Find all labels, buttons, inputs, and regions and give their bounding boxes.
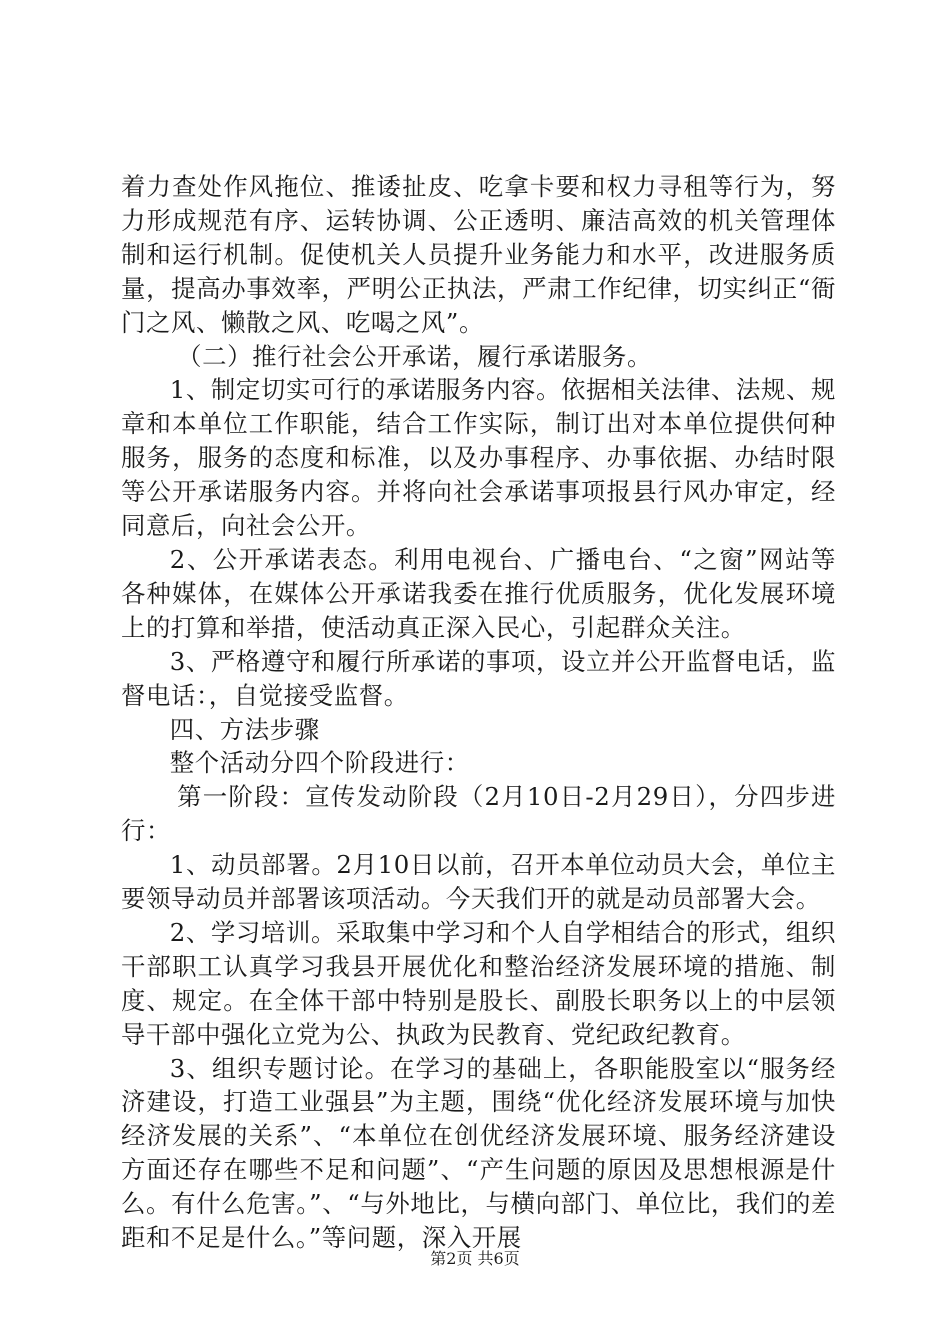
paragraph: 2、公开承诺表态。利用电视台、广播电台、“之窗”网站等各种媒体，在媒体公开承诺我委在推行优质服务，优化发展环境上的打算和举措，使活动真正深入民心，引起群众关注。	[121, 544, 836, 642]
paragraph: 3、严格遵守和履行所承诺的事项，设立并公开监督电话，监督电话：，自觉接受监督。	[121, 646, 836, 710]
paragraph: 2、学习培训。采取集中学习和个人自学相结合的形式，组织干部职工认真学习我县开展优化和整治经济发展环境的措施、制度、规定。在全体干部中特别是股长、副股长职务以上的中层领导干部中强化立党为公、执政为民教育、党纪政纪教育。	[121, 917, 836, 1049]
section-heading: （二）推行社会公开承诺，履行承诺服务。	[177, 341, 652, 371]
paragraph: 3、组织专题讨论。在学习的基础上，各职能股室以“服务经济建设，打造工业强县”为主题，围绕“优化经济发展环境与加快经济发展的关系”、“本单位在创优经济发展环境、服务经济建设方面还存在哪些不足和问题”、“产生问题的原因及思想根源是什么。有什么危害。”、“与外地比，与横向部门、单位比，我们的差距和不足是什么。”等问题，深入开展	[121, 1053, 836, 1253]
paragraph: 1、制定切实可行的承诺服务内容。依据相关法律、法规、规章和本单位工作职能，结合工作实际，制订出对本单位提供何种服务，服务的态度和标准，以及办事程序、办事依据、办结时限等公开承诺服务内容。并将向社会承诺事项报县行风办审定，经同意后，向社会公开。	[121, 375, 836, 541]
paragraph: 整个活动分四个阶段进行：	[169, 748, 470, 778]
paragraph: 1、动员部署。2月10日以前，召开本单位动员大会，单位主要领导动员并部署该项活动。今天我们开的就是动员部署大会。	[121, 850, 836, 914]
document-body	[121, 170, 836, 1255]
paragraph: 着力查处作风拖位、推诿扯皮、吃拿卡要和权力寻租等行为，努力形成规范有序、运转协调、公正透明、廉洁高效的机关管理体制和运行机制。促使机关人员提升业务能力和水平，改进服务质量，提高办事效率，严明公正执法，严肃工作纪律，切实纠正“衙门之风、懒散之风、吃喝之风”。	[121, 172, 836, 337]
stage-heading: 第一阶段：宣传发动阶段（2月10日-2月29日），分四步进行：	[121, 782, 836, 846]
page-number-footer: 第2页 共6页	[430, 1249, 520, 1268]
section-heading: 四、方法步骤	[169, 714, 320, 744]
